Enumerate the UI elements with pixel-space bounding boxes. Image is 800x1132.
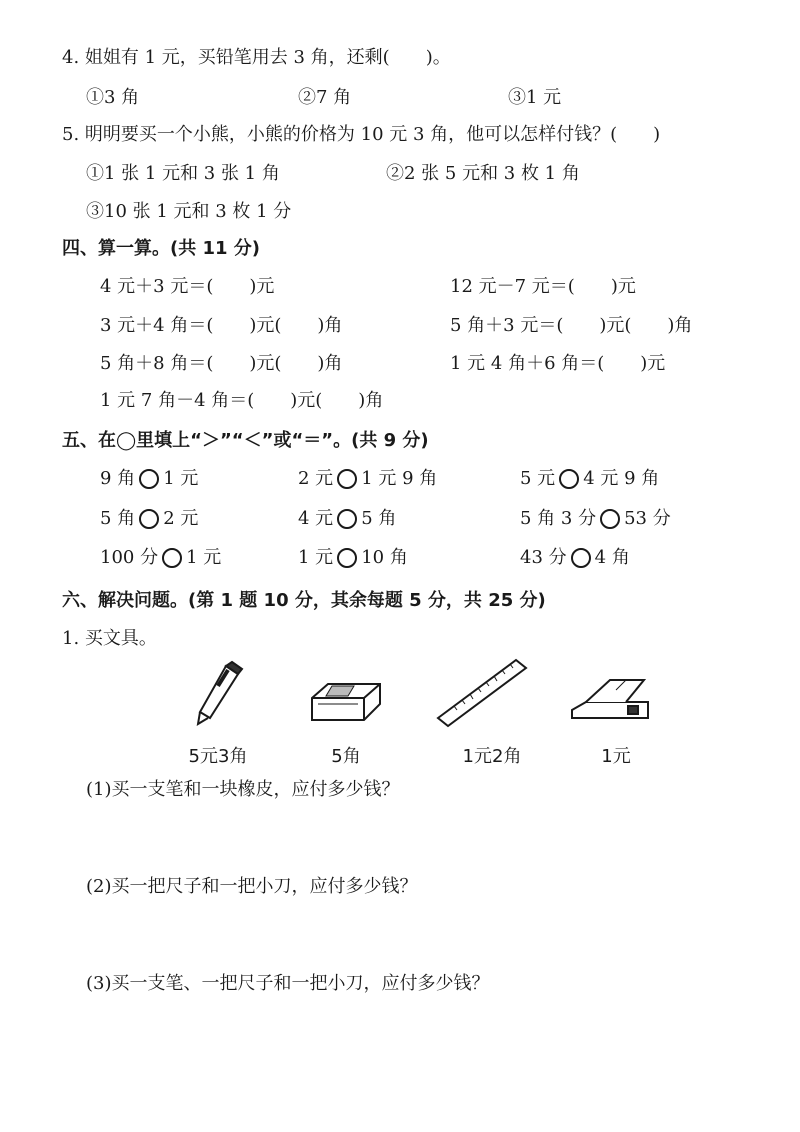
subquestion-2: (2)买一把尺子和一把小刀，应付多少钱？ xyxy=(86,876,418,897)
compare-right: 1 元 xyxy=(163,468,199,489)
q5-option-2: ②2 张 5 元和 3 枚 1 角 xyxy=(386,163,580,184)
compare-right: 1 元 xyxy=(186,547,222,568)
compare-left: 1 元 xyxy=(298,547,334,568)
compare-right: 4 元 9 角 xyxy=(583,468,660,489)
answer-circle[interactable] xyxy=(559,469,579,489)
price-knife: 1元 xyxy=(601,746,631,767)
calc-item-5: 5 角＋8 角＝( )元( )角 xyxy=(100,353,343,374)
calc-item-7: 1 元 7 角－4 角＝( )元( )角 xyxy=(100,390,384,411)
compare-right: 2 元 xyxy=(163,508,199,529)
compare-item-2 xyxy=(298,468,437,490)
compare-item-5 xyxy=(298,508,396,530)
calc-item-3: 3 元＋4 角＝( )元( )角 xyxy=(100,315,343,336)
compare-left: 4 元 xyxy=(298,508,334,529)
compare-right: 10 角 xyxy=(361,547,408,568)
compare-left: 5 角 xyxy=(100,508,136,529)
question-5: 5. 明明要买一个小熊，小熊的价格为 10 元 3 角，他可以怎样付钱？( ) xyxy=(62,124,661,145)
subquestion-1: (1)买一支笔和一块橡皮，应付多少钱？ xyxy=(86,779,400,800)
eraser-icon xyxy=(308,678,384,724)
compare-right: 53 分 xyxy=(624,508,671,529)
compare-item-4 xyxy=(100,508,198,530)
price-eraser: 5角 xyxy=(331,746,361,767)
pen-icon xyxy=(188,660,248,730)
answer-circle[interactable] xyxy=(337,509,357,529)
compare-left: 2 元 xyxy=(298,468,334,489)
compare-item-6 xyxy=(520,508,671,530)
price-ruler: 1元2角 xyxy=(462,746,522,767)
compare-item-7 xyxy=(100,547,221,569)
answer-circle[interactable] xyxy=(600,509,620,529)
q4-option-1: ①3 角 xyxy=(86,87,140,108)
answer-circle[interactable] xyxy=(337,469,357,489)
utility-knife-icon xyxy=(566,670,656,728)
q5-option-3: ③10 张 1 元和 3 枚 1 分 xyxy=(86,201,292,222)
compare-left: 5 角 3 分 xyxy=(520,508,597,529)
compare-left: 43 分 xyxy=(520,547,567,568)
compare-left: 9 角 xyxy=(100,468,136,489)
answer-circle[interactable] xyxy=(139,509,159,529)
q4-option-3: ③1 元 xyxy=(508,87,562,108)
compare-item-8 xyxy=(298,547,408,569)
compare-left: 100 分 xyxy=(100,547,159,568)
q4-option-2: ②7 角 xyxy=(298,87,352,108)
compare-item-9 xyxy=(520,547,630,569)
calc-item-2: 12 元－7 元＝( )元 xyxy=(450,276,636,297)
compare-item-3 xyxy=(520,468,659,490)
q5-option-1: ①1 张 1 元和 3 张 1 角 xyxy=(86,163,280,184)
compare-left: 5 元 xyxy=(520,468,556,489)
problem-1-title: 1. 买文具。 xyxy=(62,628,157,649)
answer-circle[interactable] xyxy=(139,469,159,489)
calc-item-1: 4 元＋3 元＝( )元 xyxy=(100,276,275,297)
answer-circle[interactable] xyxy=(571,548,591,568)
compare-right: 5 角 xyxy=(361,508,397,529)
compare-right: 1 元 9 角 xyxy=(361,468,438,489)
answer-circle[interactable] xyxy=(337,548,357,568)
answer-circle[interactable] xyxy=(162,548,182,568)
section-6-heading: 六、解决问题。(第 1 题 10 分，其余每题 5 分，共 25 分) xyxy=(62,590,546,611)
question-4: 4. 姐姐有 1 元，买铅笔用去 3 角，还剩( )。 xyxy=(62,47,451,68)
calc-item-6: 1 元 4 角＋6 角＝( )元 xyxy=(450,353,666,374)
compare-right: 4 角 xyxy=(594,547,630,568)
ruler-icon xyxy=(432,656,532,730)
compare-item-1 xyxy=(100,468,198,490)
price-pen: 5元3角 xyxy=(188,746,248,767)
subquestion-3: (3)买一支笔、一把尺子和一把小刀，应付多少钱？ xyxy=(86,973,490,994)
section-5-heading: 五、在◯里填上“＞”“＜”或“＝”。(共 9 分) xyxy=(62,430,429,451)
section-4-heading: 四、算一算。(共 11 分) xyxy=(62,238,261,259)
calc-item-4: 5 角＋3 元＝( )元( )角 xyxy=(450,315,693,336)
